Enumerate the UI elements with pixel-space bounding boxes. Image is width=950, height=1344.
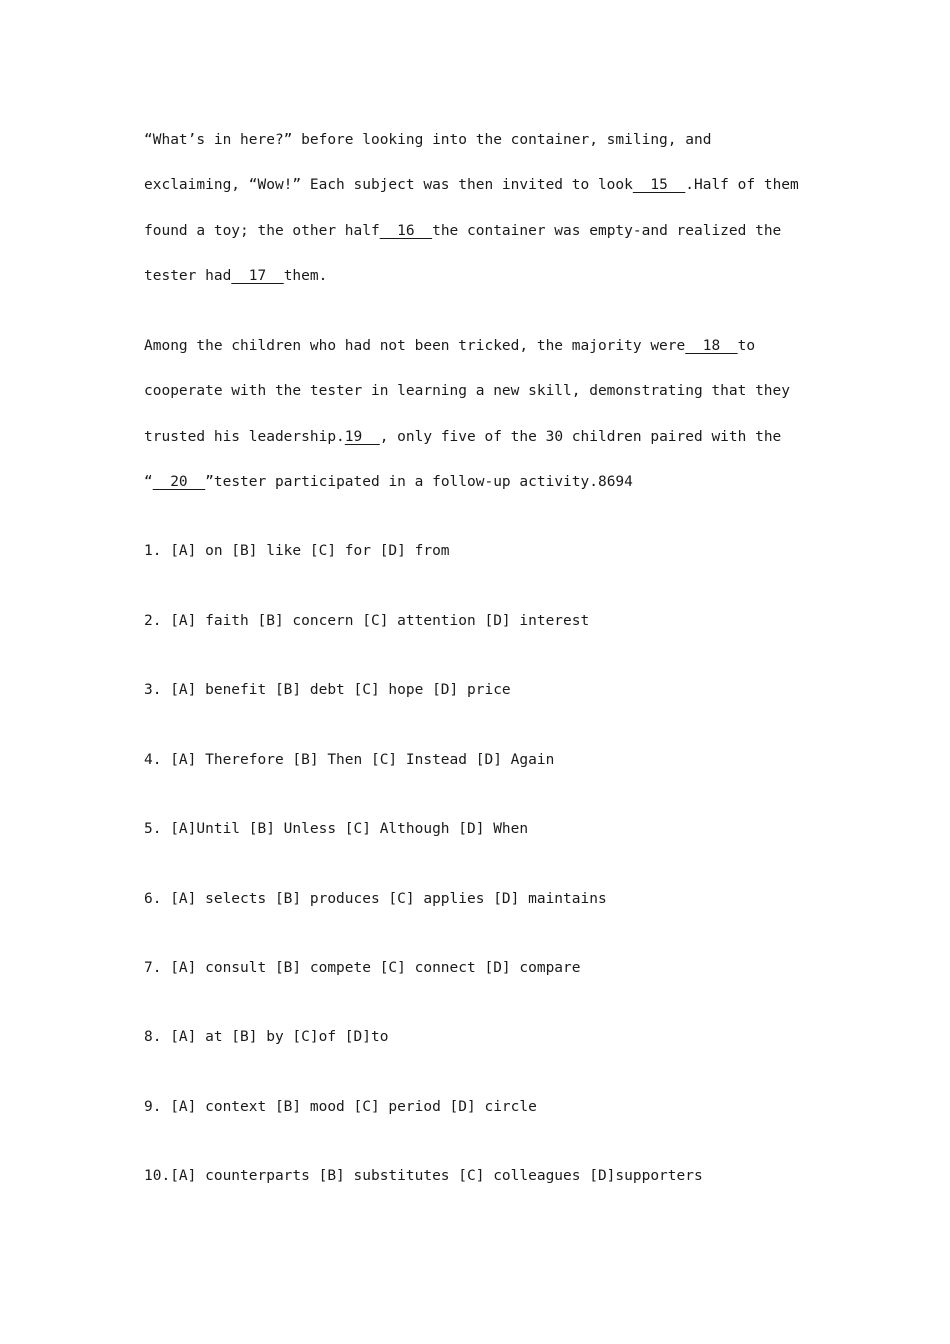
blank-19: 19__ — [344, 429, 380, 445]
passage-text: Among the children who had not been tricked, the majority were — [144, 338, 686, 354]
passage-text: trusted his leadership. — [144, 429, 345, 445]
blank-16: __16__ — [379, 223, 433, 239]
passage-text: cooperate with the tester in learning a new skill, demonstrating that they — [144, 383, 791, 399]
passage-line — [144, 175, 799, 195]
question-item: 4. [A] Therefore [B] Then [C] Instead [D] Again — [144, 752, 555, 768]
blank-20: __20__ — [152, 474, 206, 490]
question-item: 10.[A] counterparts [B] substitutes [C] colleagues [D]supporters — [144, 1168, 703, 1184]
passage-text: tester had — [144, 268, 232, 284]
question-item: 8. [A] at [B] by [C]of [D]to — [144, 1029, 389, 1045]
blank-17: __17__ — [231, 268, 284, 284]
passage-text: the container was empty-and realized the — [432, 223, 782, 239]
question-item: 6. [A] selects [B] produces [C] applies [D] maintains — [144, 891, 607, 907]
passage-text: exclaiming, “Wow!” Each subject was then invited to look — [144, 177, 633, 193]
passage-line — [144, 221, 781, 241]
passage-text: to — [737, 338, 756, 354]
passage-line — [144, 381, 790, 401]
question-item: 2. [A] faith [B] concern [C] attention [D] interest — [144, 613, 590, 629]
passage-text: “What’s in here?” before looking into the container, smiling, and — [144, 132, 712, 148]
passage-line — [144, 266, 327, 286]
question-item: 5. [A]Until [B] Unless [C] Although [D] When — [144, 821, 529, 837]
passage-text: , only five of the 30 children paired with the — [379, 429, 782, 445]
passage-line — [144, 130, 711, 150]
passage-line — [144, 336, 755, 356]
question-item: 1. [A] on [B] like [C] for [D] from — [144, 543, 450, 559]
passage-text: ”tester participated in a follow-up activity.8694 — [205, 474, 633, 490]
passage-text: .Half of them — [685, 177, 799, 193]
passage-line — [144, 427, 781, 447]
passage-text: them. — [283, 268, 328, 284]
blank-15: __15__ — [632, 177, 686, 193]
question-item: 9. [A] context [B] mood [C] period [D] circle — [144, 1099, 537, 1115]
question-item: 7. [A] consult [B] compete [C] connect [D] compare — [144, 960, 581, 976]
blank-18: __18__ — [685, 338, 738, 354]
passage-line — [144, 472, 633, 492]
passage-text: “ — [144, 474, 153, 490]
passage-text: found a toy; the other half — [144, 223, 380, 239]
question-item: 3. [A] benefit [B] debt [C] hope [D] price — [144, 682, 511, 698]
